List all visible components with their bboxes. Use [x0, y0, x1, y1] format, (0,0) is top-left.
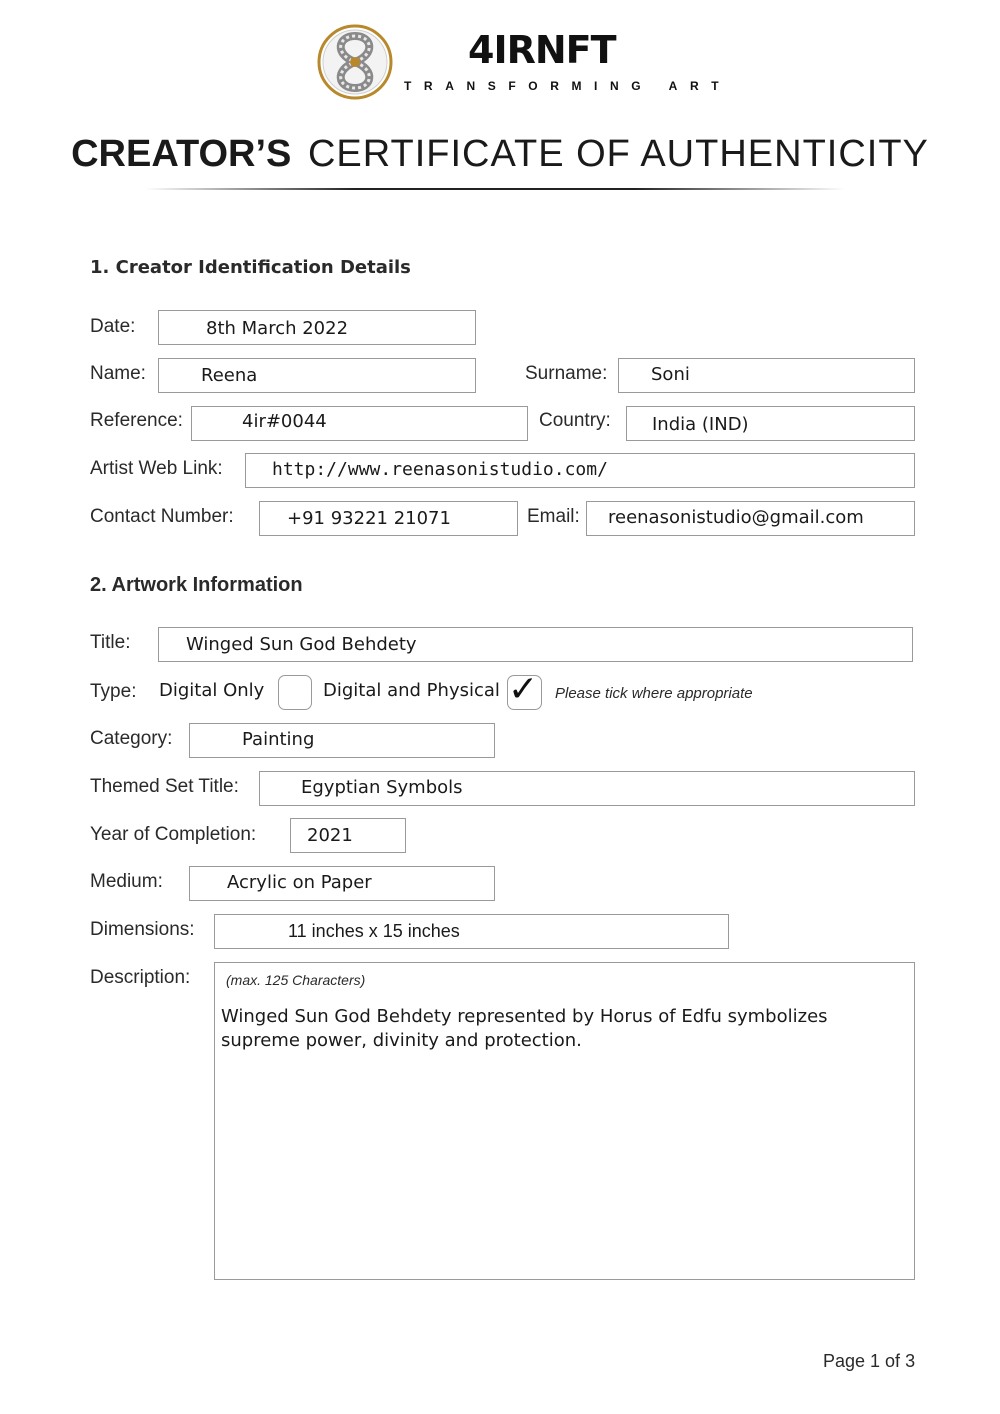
brand-name: 4IRNFT [468, 28, 616, 72]
infinity-knot-logo-icon [316, 22, 394, 102]
type-digital-physical-label: Digital and Physical [323, 680, 500, 701]
description-line-1: Winged Sun God Behdety represented by Horus of Edfu symbolizes [221, 1006, 828, 1027]
surname-value: Soni [651, 364, 690, 385]
description-line-2: supreme power, divinity and protection. [221, 1030, 582, 1051]
year-label: Year of Completion: [90, 824, 257, 845]
surname-label: Surname: [525, 363, 608, 384]
reference-label: Reference: [90, 410, 183, 431]
reference-value: 4ir#0044 [242, 411, 327, 432]
type-hint: Please tick where appropriate [555, 685, 753, 702]
themed-value: Egyptian Symbols [301, 777, 463, 798]
weblink-label: Artist Web Link: [90, 458, 223, 479]
type-digital-only-label: Digital Only [159, 680, 265, 701]
medium-label: Medium: [90, 871, 163, 892]
description-label: Description: [90, 967, 191, 988]
name-label: Name: [90, 363, 146, 384]
country-label: Country: [539, 410, 611, 431]
themed-label: Themed Set Title: [90, 776, 239, 797]
category-field[interactable] [189, 723, 495, 758]
page-title [0, 133, 1000, 176]
country-value: India (IND) [652, 414, 749, 435]
weblink-value: http://www.reenasonistudio.com/ [272, 459, 608, 480]
type-digital-only-checkbox[interactable] [278, 675, 312, 710]
date-value: 8th March 2022 [206, 318, 349, 339]
checkmark-icon: ✓ [508, 669, 539, 710]
dimensions-label: Dimensions: [90, 919, 195, 940]
contact-value: +91 93221 21071 [287, 508, 451, 529]
name-value: Reena [201, 365, 258, 386]
page-title-rest: CERTIFICATE OF AUTHENTICITY [307, 133, 929, 175]
artwork-title-label: Title: [90, 632, 131, 653]
contact-label: Contact Number: [90, 506, 234, 527]
email-value: reenasonistudio@gmail.com [608, 507, 864, 528]
year-value: 2021 [307, 825, 353, 846]
type-label: Type: [90, 681, 137, 702]
dimensions-value: 11 inches x 15 inches [288, 921, 460, 941]
title-divider [145, 188, 845, 190]
medium-value: Acrylic on Paper [227, 872, 372, 893]
category-label: Category: [90, 728, 173, 749]
page-title-bold: CREATOR’S [71, 133, 292, 175]
section1-heading: 1. Creator Identification Details [90, 257, 411, 278]
artwork-title-value: Winged Sun God Behdety [186, 634, 417, 655]
header-logo [316, 22, 394, 102]
email-label: Email: [527, 506, 580, 527]
description-hint: (max. 125 Characters) [226, 972, 366, 988]
category-value: Painting [242, 729, 315, 750]
page-number: Page 1 of 3 [823, 1351, 916, 1371]
brand-tagline: TRANSFORMING ART [404, 79, 732, 93]
date-label: Date: [90, 316, 136, 337]
section2-heading: 2. Artwork Information [90, 574, 303, 596]
